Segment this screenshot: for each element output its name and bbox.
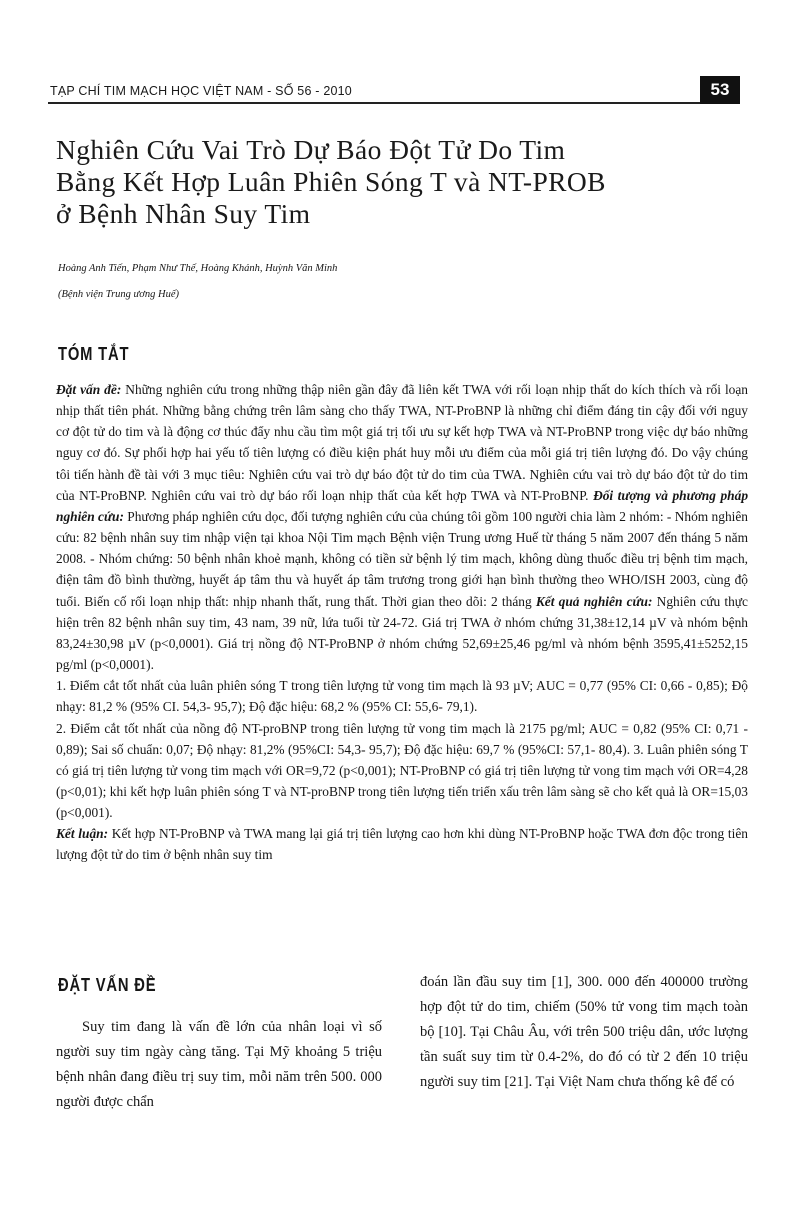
finding-1: 1. Điểm cắt tốt nhất của luân phiên sóng T trong tiên lượng tử vong tim mạch là 93 µV; AUC = 0,77 (95% CI: 0,66 - 0,85); Độ nhạy: 81,2 % (95% CI. 54,3- 95,7); Độ đặc hiệu: 68,2 % (95% CI: 55,6- 79,1). (56, 678, 748, 715)
results-label: Kết quả nghiên cứu: (535, 593, 653, 609)
conclusion-text: Kết hợp NT-ProBNP và TWA mang lại giá trị tiên lượng cao hơn khi dùng NT-ProBNP hoặc TWA đơn độc trong tiên lượng đột tử do tim ở bệnh nhân suy tim (56, 826, 748, 863)
intro-heading: ĐẶT VẤN ĐỀ (58, 975, 157, 995)
intro-left-text: Suy tim đang là vấn đề lớn của nhân loại vì số người suy tim ngày càng tăng. Tại Mỹ khoảng 5 triệu bệnh nhân đang điều trị suy tim, mỗi năm trên 500. 000 người được chẩn (56, 1019, 382, 1110)
abstract-paragraph (56, 379, 748, 675)
affiliation: (Bệnh viện Trung ương Huế) (58, 289, 179, 300)
abstract-body (56, 379, 748, 866)
intro-left-column (56, 1015, 382, 1115)
intro-right-column (420, 970, 748, 1095)
title-line: ở Bệnh Nhân Suy Tim (56, 198, 311, 229)
abstract-heading: TÓM TẮT (58, 344, 130, 364)
methods-label: Đối tượng và phương pháp nghiên cứu: (56, 487, 749, 524)
journal-title: TẠP CHÍ TIM MẠCH HỌC VIỆT NAM - SỐ 56 - 2010 (50, 84, 352, 98)
intro-text: Những nghiên cứu trong những thập niên gần đây đã liên kết TWA với rối loạn nhịp thất do kích thích và rối loạn nhịp thất tiên phát. Những bằng chứng trên lâm sàng cho thấy TWA, NT-ProBNP là những chỉ điểm đáng tin cậy đối với nguy cơ đột tử do tim và là động cơ thúc đẩy nhu cầu tìm một giá trị tối ưu sự kết hợp TWA và NT-ProBNP trong việc dự báo những nguy cơ đó. Sự phối hợp hai yếu tố tiên lượng có điều kiện phát huy mỗi ưu điểm của mỗi giá trị tiên lượng đó. Do vậy chúng tôi tiến hành đề tài với 3 mục tiêu: Nghiên cứu vai trò dự báo đột tử do tim của TWA. Nghiên cứu vai trò dự báo đột tử do tim của NT-ProBNP. Nghiên cứu vai trò dự báo rối loạn nhịp thất của kết hợp TWA và NT-ProBNP. (56, 382, 748, 503)
conclusion-paragraph (56, 823, 748, 865)
title-line: Nghiên Cứu Vai Trò Dự Báo Đột Tử Do Tim (56, 134, 566, 165)
methods-text: Phương pháp nghiên cứu dọc, đối tượng nghiên cứu của chúng tôi gồm 100 người chia làm 2 nhóm: - Nhóm nghiên cứu: 82 bệnh nhân suy tim nhập viện tại khoa Nội Tim mạch Bệnh viện Trung ương Huế từ tháng 5 năm 2007 đến tháng 5 năm 2008. - Nhóm chứng: 50 bệnh nhân khoẻ mạnh, không có tiền sử bệnh lý tim mạch, không dùng thuốc điều trị bệnh tim mạch, điện tâm đồ bình thường, huyết áp tâm thu và huyết áp tâm trương trong giới hạn bình thường theo WHO/ISH 2003, cùng độ tuổi. Biến cố rối loạn nhịp thất: nhịp nhanh thất, rung thất. Thời gian theo dõi: 2 tháng (56, 508, 748, 609)
page-header (40, 76, 750, 104)
results-text: Nghiên cứu thực hiện trên 82 bệnh nhân suy tim, 43 nam, 39 nữ, lứa tuổi từ 24-72. Giá trị TWA ở nhóm chứng 31,38±12,14 µV và nhóm bệnh 83,24±30,98 µV (p<0,0001). Giá trị nồng độ NT-ProBNP ở nhóm chứng 52,69±25,46 pg/ml và nhóm bệnh 3595,41±5252,15 pg/ml (p<0,0001). (56, 593, 748, 673)
article-title (56, 134, 756, 230)
finding-2: 2. Điểm cắt tốt nhất của nồng độ NT-proBNP trong tiên lượng tử vong tim mạch là 2175 pg/ml; AUC = 0,82 (95% CI: 0,71 - 0,89); Sai số chuẩn: 0,07; Độ nhạy: 81,2% (95%CI: 54,3- 95,7); Độ đặc hiệu: 69,7 % (95%CI: 57,1- 80,4). 3. Luân phiên sóng T có giá trị tiên lượng tử vong tim mạch với OR=9,72 (p<0,001); NT-ProBNP có giá trị tiên lượng tử vong tim mạch với OR=4,28 (p<0,01); khi kết hợp luân phiên sóng T và NT-proBNP trong tiên lượng tiến triển xấu trên lâm sàng sẽ cho kết quả là OR=15,03 (p<0,001). (56, 720, 748, 821)
header-rule (48, 102, 708, 104)
authors: Hoàng Anh Tiến, Phạm Như Thế, Hoàng Khánh, Huỳnh Văn Minh (58, 263, 338, 274)
intro-right-text: đoán lần đầu suy tim [1], 300. 000 đến 400000 trường hợp đột tử do tim, chiếm (50% tử vong tim mạch toàn bộ [10]. Tại Châu Âu, với trên 500 triệu dân, ước lượng tần suất suy tim từ 0.4-2%, do đó có từ 2 đến 10 triệu người suy tim [21]. Tại Việt Nam chưa thống kê để có (420, 974, 748, 1090)
intro-label: Đặt vấn đề: (56, 382, 122, 397)
page-number: 53 (700, 76, 740, 104)
title-line: Bằng Kết Hợp Luân Phiên Sóng T và NT-PROB (56, 166, 606, 197)
conclusion-label: Kết luận: (56, 826, 109, 842)
